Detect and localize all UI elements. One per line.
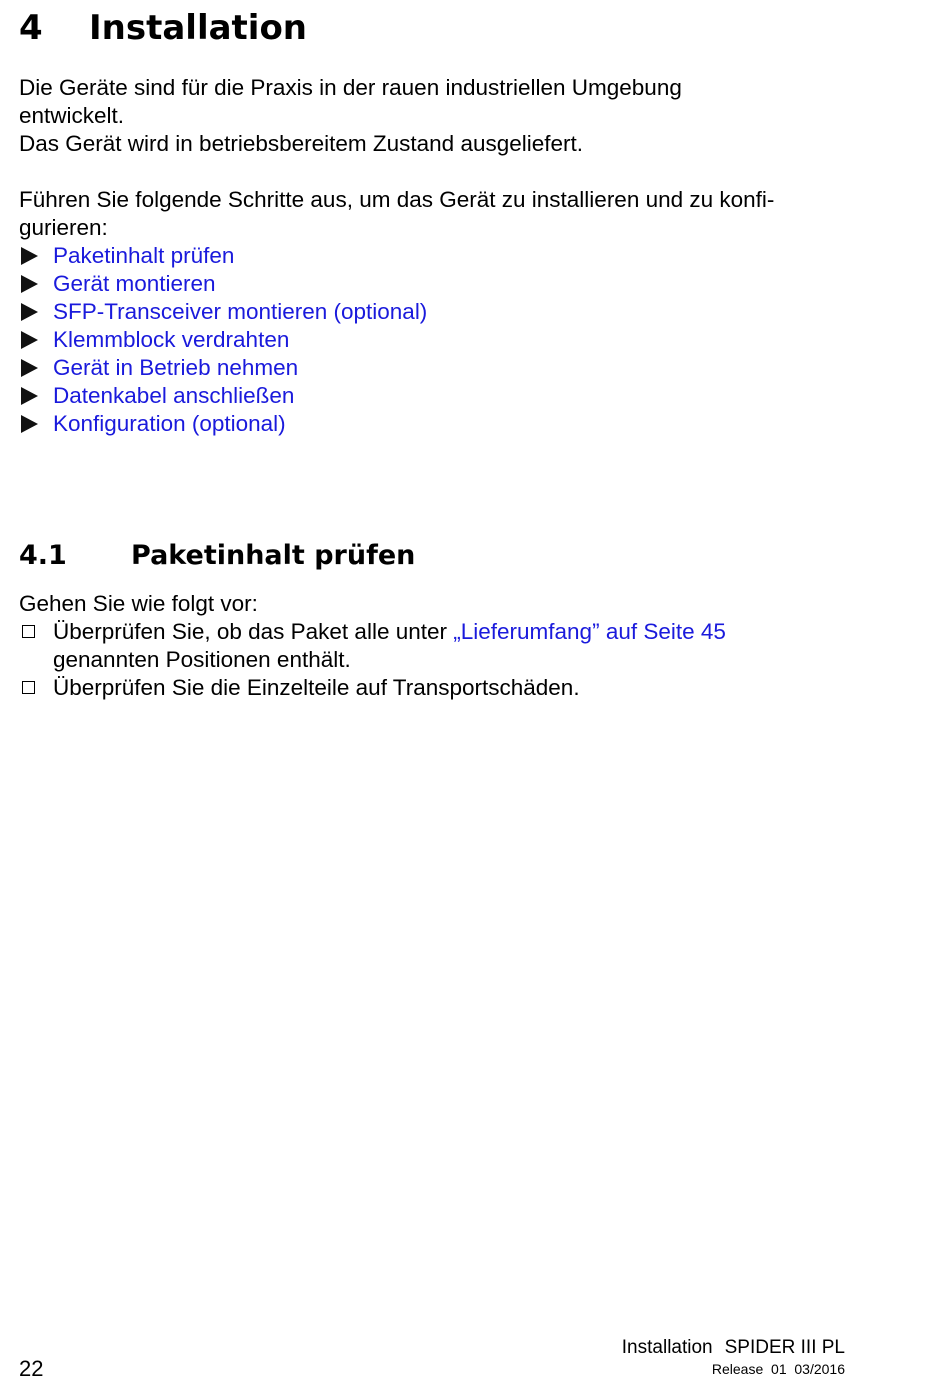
chapter-title: Installation [89,8,308,48]
triangle-right-icon [21,275,38,293]
intro-line-2: entwickelt. [19,103,125,128]
triangle-right-icon [21,331,38,349]
section-title: Paketinhalt prüfen [131,540,416,571]
intro-line-3: Das Gerät wird in betriebsbereitem Zustand ausgeliefert. [19,131,584,156]
step-link[interactable]: Gerät montieren [53,271,216,296]
checkbox-icon [22,681,35,694]
footer-release-date: 03/2016 [794,1361,845,1377]
section-heading [19,538,415,574]
chapter-heading [19,8,307,48]
chapter-number: 4 [19,8,43,48]
step-link[interactable]: Gerät in Betrieb nehmen [53,355,299,380]
triangle-right-icon [21,359,38,377]
footer-release-number: 01 [771,1361,787,1377]
triangle-right-icon [21,247,38,265]
check-item-text: Überprüfen Sie die Einzelteile auf Transportschäden. [53,675,580,700]
footer-release-label: Release [711,1361,764,1377]
lieferumfang-link[interactable]: „Lieferumfang” auf Seite 45 [453,619,726,644]
footer-section: Installation [621,1337,713,1358]
footer-release [712,1360,845,1378]
check-item-text-before: Überprüfen Sie, ob das Paket alle unter [53,619,454,644]
section-lead: Gehen Sie wie folgt vor: [19,591,258,616]
section-number: 4.1 [19,540,67,571]
footer-product: SPIDER III PL [724,1337,845,1358]
triangle-right-icon [21,415,38,433]
intro-line-1: Die Geräte sind für die Praxis in der rauen industriellen Umgebung [19,75,682,100]
step-link[interactable]: Konfiguration (optional) [53,411,286,436]
check-item-text [53,618,726,646]
step-link[interactable]: Klemmblock verdrahten [53,327,290,352]
page-number: 22 [19,1356,44,1381]
step-link[interactable]: Paketinhalt prüfen [53,243,235,268]
triangle-right-icon [21,303,38,321]
step-link[interactable]: Datenkabel anschließen [53,383,295,408]
triangle-right-icon [21,387,38,405]
checkbox-icon [22,625,35,638]
check-item-text-line-2: genannten Positionen enthält. [53,647,351,672]
steps-intro-line-1: Führen Sie folgende Schritte aus, um das Gerät zu installieren und zu konfi- [19,187,775,212]
steps-intro-line-2: gurieren: [19,215,108,240]
footer-title [622,1337,845,1359]
step-link[interactable]: SFP-Transceiver montieren (optional) [53,299,428,324]
